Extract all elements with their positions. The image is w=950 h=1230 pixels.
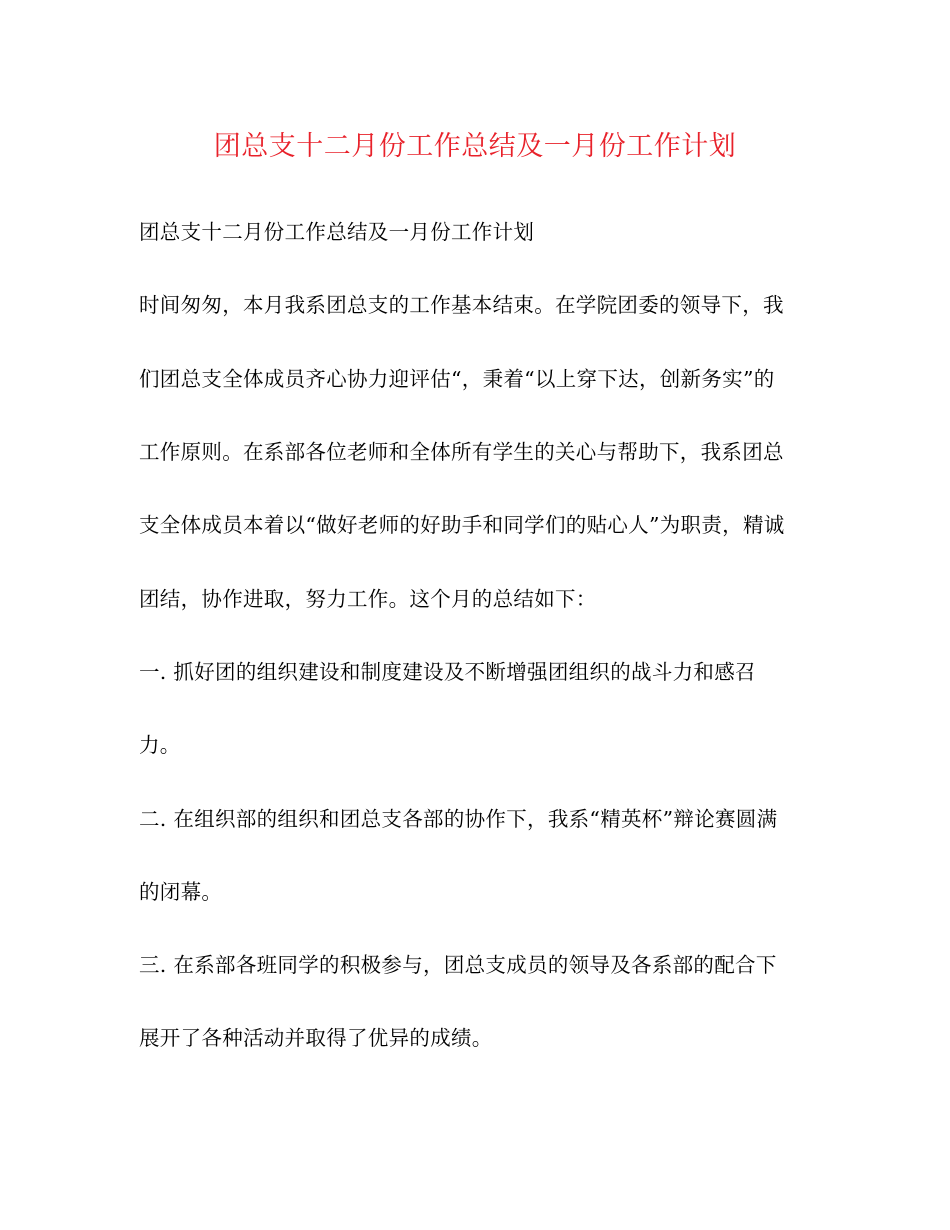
section-1-line-1: 一. 抓好团的组织建设和制度建设及不断增强团组织的战斗力和感召 <box>139 660 756 684</box>
body-line-4: 支全体成员本着以“做好老师的好助手和同学们的贴心人”为职责，精诚 <box>139 513 785 537</box>
section-3-line-2: 展开了各种活动并取得了优异的成绩。 <box>139 1026 493 1050</box>
section-2-line-1: 二. 在组织部的组织和团总支各部的协作下，我系“精英杯”辩论赛圆满 <box>139 807 778 831</box>
section-3-line-1: 三. 在系部各班同学的积极参与，团总支成员的领导及各系部的配合下 <box>139 953 777 977</box>
body-line-1: 时间匆匆，本月我系团总支的工作基本结束。在学院团委的领导下，我 <box>139 293 784 317</box>
body-line-5: 团结，协作进取，努力工作。这个月的总结如下： <box>139 587 597 611</box>
body-line-3: 工作原则。在系部各位老师和全体所有学生的关心与帮助下，我系团总 <box>139 440 784 464</box>
section-1-line-2: 力。 <box>139 733 181 757</box>
section-2-line-2: 的闭幕。 <box>139 880 223 904</box>
subtitle-line: 团总支十二月份工作总结及一月份工作计划 <box>139 220 535 244</box>
document-title: 团总支十二月份工作总结及一月份工作计划 <box>213 131 737 162</box>
body-line-2: 们团总支全体成员齐心协力迎评估“，秉着“以上穿下达，创新务实”的 <box>139 367 775 391</box>
